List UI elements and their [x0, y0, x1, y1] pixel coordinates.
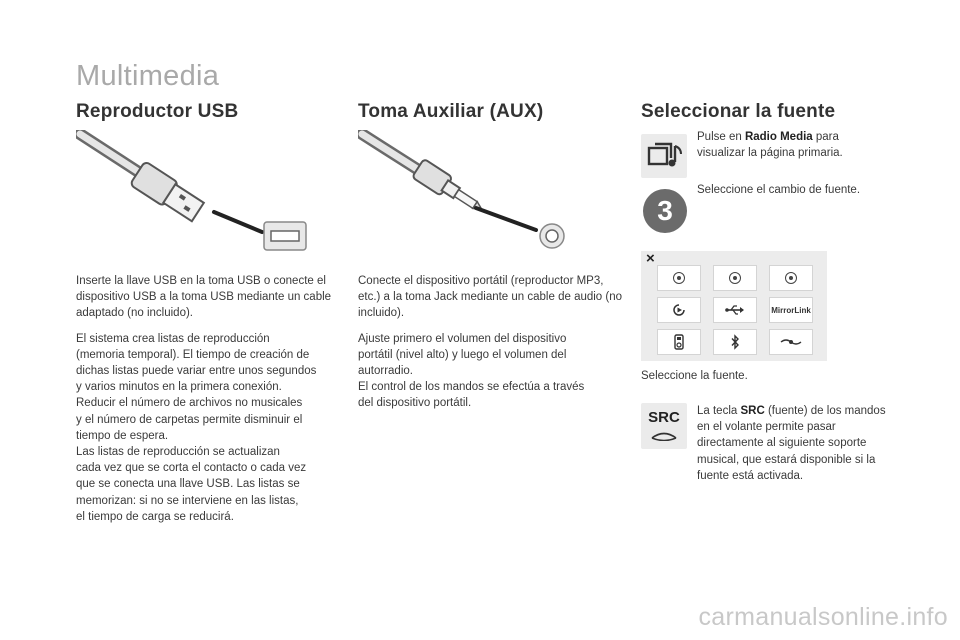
- mirrorlink-logo-text: MirrorLink: [771, 305, 811, 315]
- usb-p2-line: cada vez que se corta el contacto o cada vez: [76, 462, 307, 475]
- source-heading: Seleccionar la fuente: [641, 101, 836, 122]
- radio-media-icon-box: [641, 134, 687, 178]
- step-number-badge: 3: [643, 189, 687, 233]
- usb-p2-line: Reducir el número de archivos no musicales: [76, 397, 303, 410]
- source-tile-radio-3[interactable]: [769, 265, 813, 291]
- aux-p2-line: portátil (nivel alto) y luego el volumen del: [358, 348, 567, 361]
- source-step1-text: Pulse en Radio Media para visualizar la página primaria.: [697, 131, 843, 160]
- play-circle-icon: [671, 302, 687, 318]
- source-tile-mirrorlink[interactable]: [769, 297, 813, 323]
- usb-p2-line: memorizan: si no se interviene en las listas,: [76, 494, 299, 507]
- bluetooth-icon: [730, 334, 740, 350]
- radio-media-label: Radio Media: [744, 131, 813, 143]
- source-step3-text: Seleccione la fuente.: [641, 370, 748, 382]
- wheel-control-icon: [650, 431, 678, 441]
- radio-media-icon: [641, 134, 687, 178]
- source-tile-cd[interactable]: [769, 329, 813, 355]
- usb-plug-illustration: [76, 130, 316, 255]
- source-tile-usb[interactable]: [713, 297, 757, 323]
- aux-jack-illustration: [358, 130, 598, 255]
- usb-p2-line: dichas listas puede variar entre unos segundos: [76, 365, 317, 378]
- aux-heading: Toma Auxiliar (AUX): [358, 101, 544, 122]
- source-tile-bluetooth[interactable]: [713, 329, 757, 355]
- usb-heading: Reproductor USB: [76, 101, 239, 122]
- usb-text: [76, 273, 338, 525]
- close-icon[interactable]: ×: [646, 250, 655, 267]
- source-step2-text: Seleccione el cambio de fuente.: [697, 184, 861, 196]
- source-tile-radio-1[interactable]: [657, 265, 701, 291]
- usb-p2-line: Las listas de reproducción se actualizan: [76, 446, 280, 459]
- usb-p2-line: tiempo de espera.: [76, 429, 169, 442]
- aux-p2-line: del dispositivo portátil.: [358, 397, 472, 410]
- usb-paragraph-2: [76, 331, 338, 525]
- source-tile-aux[interactable]: [657, 297, 701, 323]
- source-tile-ipod[interactable]: [657, 329, 701, 355]
- aux-paragraph-2: [358, 331, 624, 412]
- src-key-name: SRC: [740, 405, 765, 417]
- usb-paragraph-1: Inserte la llave USB en la toma USB o conecte el dispositivo USB a la toma USB mediante un cable adaptado (no incluido).: [76, 275, 332, 320]
- knob-icon: [729, 272, 741, 284]
- usb-plug-icon: [130, 161, 206, 224]
- source-step4-text: La tecla SRC (fuente) de los mandos en el volante permite pasar directamente al siguiente soporte musical, que estará disponible si la fuente está activada.: [697, 405, 886, 482]
- knob-icon: [785, 272, 797, 284]
- source-tile-radio-2[interactable]: [713, 265, 757, 291]
- aux-text: [358, 273, 624, 412]
- knob-icon: [673, 272, 685, 284]
- aux-p2-line: El control de los mandos se efectúa a través: [358, 381, 585, 394]
- source-selection-panel: [641, 251, 827, 361]
- aux-port-icon: [540, 224, 564, 248]
- usb-p2-line: El sistema crea listas de reproducción: [76, 332, 270, 345]
- aux-p2-line: autorradio.: [358, 365, 413, 378]
- aux-p2-line: Ajuste primero el volumen del dispositivo: [358, 332, 567, 345]
- usb-p2-line: el tiempo de carga se reducirá.: [76, 510, 234, 523]
- usb-icon: [725, 304, 745, 316]
- page-title: Multimedia: [76, 60, 220, 92]
- usb-p2-line: y varios minutos en la primera conexión.: [76, 381, 282, 394]
- watermark: carmanualsonline.info: [698, 603, 948, 631]
- ipod-icon: [674, 334, 684, 350]
- usb-p2-line: y el número de carpetas permite disminuir el: [76, 413, 303, 426]
- usb-p2-line: (memoria temporal). El tiempo de creación de: [76, 348, 310, 361]
- src-key-icon-box: [641, 403, 687, 449]
- usb-port-icon: [264, 222, 306, 250]
- aux-paragraph-1: Conecte el dispositivo portátil (reproductor MP3, etc.) a la toma Jack mediante un cable de audio (no incluido).: [358, 275, 623, 320]
- src-key-label: SRC: [648, 409, 680, 426]
- usb-p2-line: que se conecta una llave USB. Las listas se: [76, 478, 300, 491]
- cd-icon: [780, 337, 802, 347]
